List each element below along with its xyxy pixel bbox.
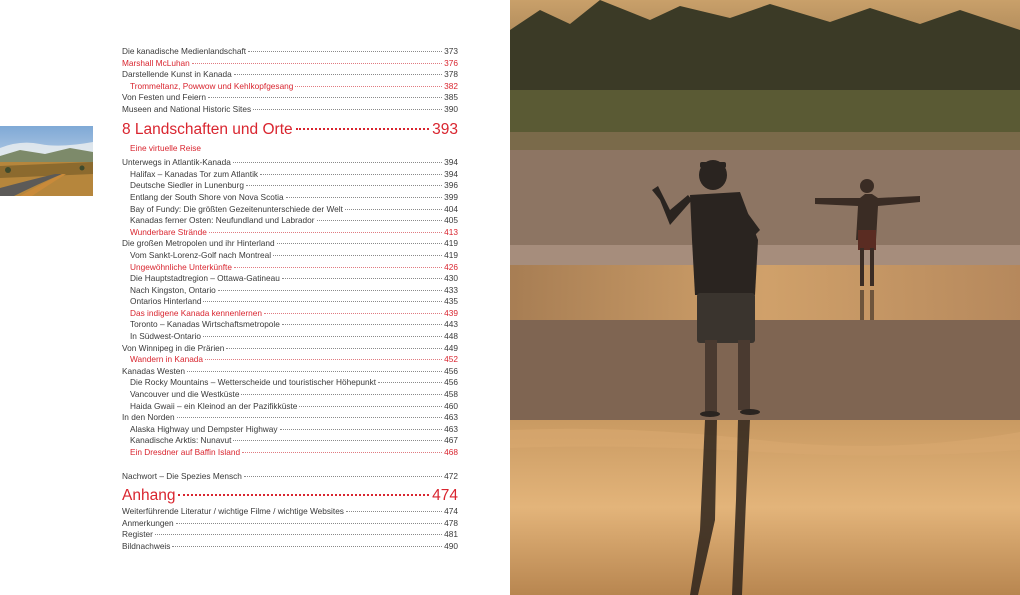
toc-entry-page: 456 [444, 377, 458, 388]
toc-entry-label: Nachwort – Die Spezies Mensch [122, 470, 242, 481]
toc-entry[interactable] [122, 529, 458, 541]
leader-dots [176, 523, 442, 524]
toc-entry-label: In den Norden [122, 412, 175, 423]
toc-entry-label: Deutsche Siedler in Lunenburg [130, 180, 244, 191]
toc-entry-page: 378 [444, 69, 458, 80]
chapter-title: 8 Landschaften und Orte [122, 120, 293, 138]
chapter-page-number: 393 [432, 120, 458, 138]
toc-entry-page: 430 [444, 273, 458, 284]
toc-entry-label: Die großen Metropolen und ihr Hinterland [122, 238, 275, 249]
toc-entry[interactable] [122, 204, 458, 216]
toc-entry-page: 405 [444, 215, 458, 226]
toc-entry[interactable] [122, 157, 458, 169]
toc-entry-page: 385 [444, 92, 458, 103]
toc-entry[interactable] [122, 69, 458, 81]
leader-dots [295, 86, 442, 87]
toc-entry[interactable] [122, 389, 458, 401]
toc-entry-label: Ein Dresdner auf Baffin Island [130, 447, 241, 457]
toc-entry-label: Register [122, 529, 153, 540]
toc-entry-label: Von Festen und Feiern [122, 92, 206, 103]
toc-section-landscapes [122, 157, 458, 458]
toc-entry[interactable] [122, 424, 458, 436]
toc-entry[interactable] [122, 262, 458, 274]
leader-dots [226, 348, 442, 349]
toc-entry-label: Alaska Highway und Dempster Highway [130, 423, 278, 434]
leader-dots [317, 220, 443, 221]
toc-entry-label: Museen and National Historic Sites [122, 103, 252, 114]
toc-entry-label: Vom Sankt-Lorenz-Golf nach Montreal [130, 249, 272, 260]
toc-entry[interactable] [122, 192, 458, 204]
toc-entry-page: 376 [444, 57, 458, 68]
leader-dots [345, 209, 442, 210]
leader-dots [208, 97, 442, 98]
leader-dots [299, 406, 442, 407]
toc-entry-page: 458 [444, 389, 458, 400]
toc-entry-page: 456 [444, 365, 458, 376]
toc-entry[interactable] [122, 238, 458, 250]
toc-entry-page: 396 [444, 180, 458, 191]
toc-entry[interactable] [122, 92, 458, 104]
toc-entry-label: Bay of Fundy: Die größten Gezeitenunterschiede der Welt [130, 203, 343, 214]
toc-entry-label: Ungewöhnliche Unterkünfte [130, 261, 232, 272]
toc-entry-page: 490 [444, 540, 458, 551]
toc-entry[interactable] [122, 169, 458, 181]
leader-dots [264, 313, 442, 314]
toc-entry[interactable] [122, 104, 458, 116]
leader-dots [280, 429, 443, 430]
toc-entry-page: 481 [444, 529, 458, 540]
toc-entry[interactable] [122, 354, 458, 366]
toc-entry[interactable] [122, 541, 458, 553]
leader-dots [172, 546, 442, 547]
toc-entry-page: 404 [444, 203, 458, 214]
chapter-subtitle: Eine virtuelle Reise [130, 142, 202, 153]
toc-entry[interactable] [122, 308, 458, 320]
toc-entry-page: 439 [444, 307, 458, 318]
toc-section-appendix [122, 506, 458, 552]
toc-entry-page: 433 [444, 284, 458, 295]
toc-entry-page: 449 [444, 342, 458, 353]
highway-landscape-thumbnail [0, 126, 93, 196]
toc-entry-label: Ontarios Hinterland [130, 296, 202, 307]
toc-entry-label: Toronto – Kanadas Wirtschaftsmetropole [130, 319, 280, 330]
toc-entry-page: 390 [444, 103, 458, 114]
leader-dots [187, 371, 442, 372]
toc-entry-label: Wandern in Kanada [130, 354, 204, 365]
leader-dots [286, 197, 443, 198]
leader-dots [203, 336, 442, 337]
toc-entry[interactable] [122, 331, 458, 343]
leader-dots [277, 243, 443, 244]
toc-entry-page: 435 [444, 296, 458, 307]
toc-entry-label: Anmerkungen [122, 517, 174, 528]
leader-dots [296, 128, 430, 130]
toc-entry[interactable] [122, 227, 458, 239]
toc-entry-page: 399 [444, 191, 458, 202]
leader-dots [273, 255, 442, 256]
toc-entry[interactable] [122, 81, 458, 93]
toc-entry-page: 373 [444, 46, 458, 56]
toc-entry-page: 443 [444, 319, 458, 330]
leader-dots [218, 290, 442, 291]
toc-entry-label: Die kanadische Medienlandschaft [122, 46, 247, 56]
toc-entry-label: In Südwest-Ontario [130, 331, 202, 342]
toc-entry[interactable] [122, 250, 458, 262]
toc-entry[interactable] [122, 447, 458, 459]
leader-dots [155, 534, 442, 535]
toc-entry[interactable] [122, 518, 458, 530]
leader-dots [346, 511, 442, 512]
toc-entry-label: Haida Gwaii – ein Kleinod an der Pazifikküste [130, 400, 298, 411]
toc-entry[interactable] [122, 180, 458, 192]
toc-entry-page: 467 [444, 435, 458, 446]
leader-dots [233, 440, 442, 441]
toc-entry-label: Vancouver und die Westküste [130, 389, 240, 400]
leader-dots [241, 394, 442, 395]
chapter-heading-8[interactable] [122, 120, 458, 140]
toc-entry[interactable] [122, 366, 458, 378]
chapter-heading-anhang[interactable] [122, 486, 458, 506]
toc-entry[interactable] [122, 435, 458, 447]
leader-dots [178, 494, 429, 496]
leader-dots [248, 51, 442, 52]
leader-dots [234, 267, 442, 268]
toc-entry-label: Halifax – Kanadas Tor zum Atlantik [130, 168, 259, 179]
toc-entry[interactable] [122, 506, 458, 518]
toc-entry[interactable] [122, 46, 458, 58]
leader-dots [253, 109, 442, 110]
leader-dots [242, 452, 442, 453]
toc-entry-page: 394 [444, 157, 458, 168]
toc-entry-page: 419 [444, 238, 458, 249]
toc-entry[interactable] [122, 215, 458, 227]
chapter-page-number: 474 [432, 487, 458, 505]
toc-entry-page: 463 [444, 412, 458, 423]
table-of-contents [122, 46, 458, 553]
toc-entry-label: Das indigene Kanada kennenlernen [130, 307, 262, 318]
leader-dots [244, 476, 442, 477]
toc-entry-label: Darstellende Kunst in Kanada [122, 69, 232, 80]
toc-entry-label: Unterwegs in Atlantik-Kanada [122, 157, 231, 168]
leader-dots [192, 63, 442, 64]
toc-entry[interactable] [122, 377, 458, 389]
toc-entry-page: 460 [444, 400, 458, 411]
toc-entry[interactable] [122, 285, 458, 297]
toc-entry-page: 448 [444, 331, 458, 342]
toc-entry-label: Von Winnipeg in die Prärien [122, 342, 225, 353]
leader-dots [209, 232, 442, 233]
toc-entry-label: Kanadische Arktis: Nunavut [130, 435, 232, 446]
toc-entry-label: Kanadas ferner Osten: Neufundland und Labrador [130, 215, 315, 226]
leader-dots [260, 174, 442, 175]
toc-entry-label: Kanadas Westen [122, 365, 186, 376]
toc-entry-nachwort[interactable] [122, 471, 458, 483]
toc-entry[interactable] [122, 58, 458, 70]
toc-entry-label: Die Hauptstadtregion – Ottawa-Gatineau [130, 273, 280, 284]
leader-dots [378, 382, 442, 383]
toc-entry-page: 419 [444, 249, 458, 260]
chapter-title: Anhang [122, 487, 176, 505]
toc-entry-page: 413 [444, 226, 458, 237]
toc-entry-page: 463 [444, 423, 458, 434]
toc-entry-page: 426 [444, 261, 458, 272]
leader-dots [205, 359, 442, 360]
toc-entry-label: Weiterführende Literatur / wichtige Filme / wichtige Websites [122, 506, 344, 517]
toc-entry-label: Trommeltanz, Powwow und Kehlkopfgesang [130, 80, 294, 91]
toc-entry-page: 452 [444, 354, 458, 365]
toc-entry-page: 472 [444, 470, 458, 481]
toc-entry-page: 478 [444, 517, 458, 528]
toc-entry-page: 468 [444, 447, 458, 457]
toc-entry[interactable] [122, 319, 458, 331]
toc-entry-page: 382 [444, 80, 458, 91]
toc-entry-label: Wunderbare Strände [130, 226, 207, 237]
toc-entry-label: Die Rocky Mountains – Wetterscheide und touristischer Höhepunkt [130, 377, 377, 388]
leader-dots [246, 185, 442, 186]
toc-entry[interactable] [122, 412, 458, 424]
toc-entry[interactable] [122, 296, 458, 308]
toc-entry-page: 474 [444, 506, 458, 517]
leader-dots [203, 301, 442, 302]
leader-dots [282, 324, 442, 325]
toc-entry-label: Bildnachweis [122, 540, 171, 551]
toc-entry[interactable] [122, 343, 458, 355]
toc-section-culture [122, 46, 458, 116]
toc-entry-label: Entlang der South Shore von Nova Scotia [130, 191, 284, 202]
toc-entry[interactable] [122, 273, 458, 285]
toc-entry-label: Nach Kingston, Ontario [130, 284, 216, 295]
leader-dots [282, 278, 442, 279]
leader-dots [233, 162, 442, 163]
leader-dots [177, 417, 443, 418]
toc-entry[interactable] [122, 401, 458, 413]
toc-entry-page: 394 [444, 168, 458, 179]
beach-sunset-photo [510, 0, 1020, 595]
toc-entry-label: Marshall McLuhan [122, 57, 190, 68]
leader-dots [234, 74, 442, 75]
